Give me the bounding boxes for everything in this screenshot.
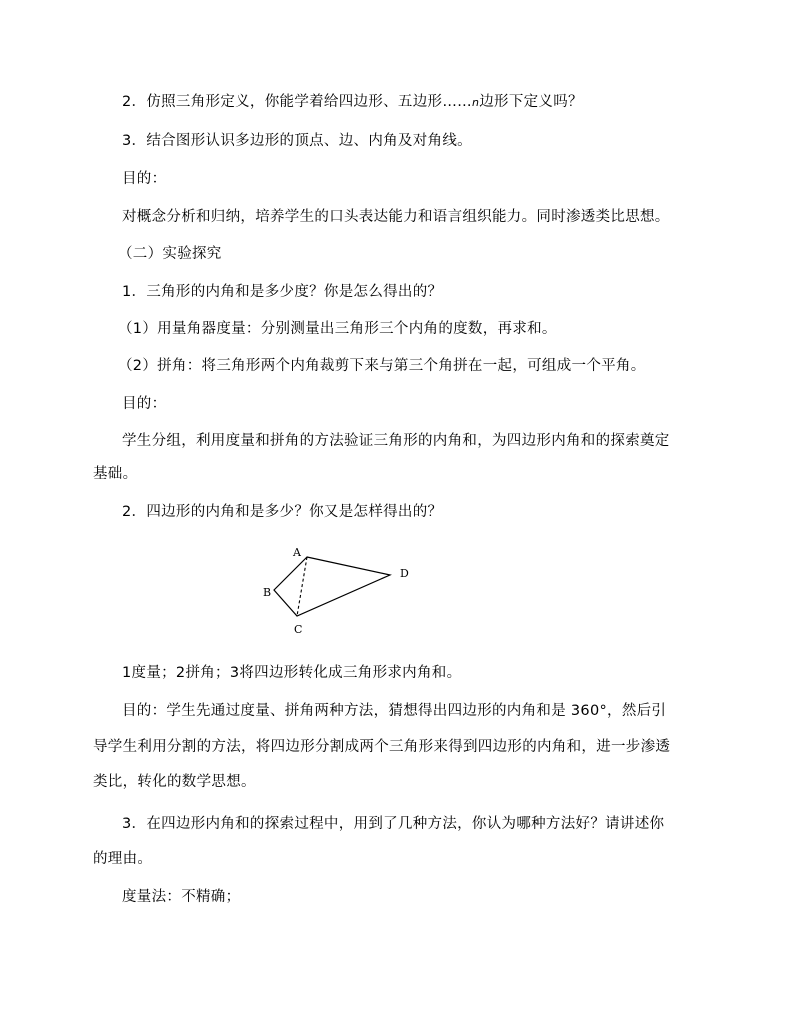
quadrilateral-abcd xyxy=(274,557,390,616)
vertex-label-c: C xyxy=(294,623,303,636)
quadrilateral-svg xyxy=(250,540,430,645)
measure-method-note: 度量法：不精确； xyxy=(122,889,241,905)
purpose-text-3-cont-2: 类比，转化的数学思想。 xyxy=(93,774,256,790)
item-2-n: n xyxy=(471,96,480,109)
purpose-text-1: 对概念分析和归纳，培养学生的口头表达能力和语言组织能力。同时渗透类比思想。 xyxy=(122,209,670,225)
purpose-label-1: 目的： xyxy=(122,171,167,187)
item-2-definition xyxy=(122,93,583,112)
question-1: 1．三角形的内角和是多少度？你是怎么得出的？ xyxy=(122,284,443,300)
item-3-text: 3．结合图形认识多边形的顶点、边、内角及对角线。 xyxy=(122,133,472,149)
purpose-text-2-cont: 基础。 xyxy=(93,466,138,482)
purpose-text-2: 学生分组，利用度量和拼角的方法验证三角形的内角和，为四边形内角和的探索奠定 xyxy=(122,433,670,449)
item-2-text-a: 2．仿照三角形定义，你能学着给四边形、五边形…… xyxy=(122,94,472,110)
purpose-text-3-cont-1: 导学生利用分割的方法，将四边形分割成两个三角形来得到四边形的内角和，进一步渗透 xyxy=(93,739,671,755)
section-heading-experiment: （二）实验探究 xyxy=(118,246,222,262)
vertex-label-b: B xyxy=(263,586,272,599)
question-3-cont: 的理由。 xyxy=(93,851,153,867)
item-2-text-b: 边形下定义吗？ xyxy=(479,94,583,110)
vertex-label-d: D xyxy=(400,567,409,580)
question-2: 2．四边形的内角和是多少？你又是怎样得出的？ xyxy=(122,504,443,520)
question-3: 3．在四边形内角和的探索过程中，用到了几种方法，你认为哪种方法好？请讲述你 xyxy=(122,816,665,832)
method-1: （1）用量角器度量：分别测量出三角形三个内角的度数，再求和。 xyxy=(118,321,557,337)
methods-summary: 1度量；2拼角；3将四边形转化成三角形求内角和。 xyxy=(122,665,462,681)
method-2: （2）拼角：将三角形两个内角裁剪下来与第三个角拼在一起，可组成一个平角。 xyxy=(118,358,646,374)
purpose-text-3: 目的：学生先通过度量、拼角两种方法，猜想得出四边形的内角和是 360°，然后引 xyxy=(122,703,667,719)
vertex-label-a: A xyxy=(293,546,301,559)
purpose-label-2: 目的： xyxy=(122,396,167,412)
quadrilateral-figure xyxy=(250,540,430,645)
